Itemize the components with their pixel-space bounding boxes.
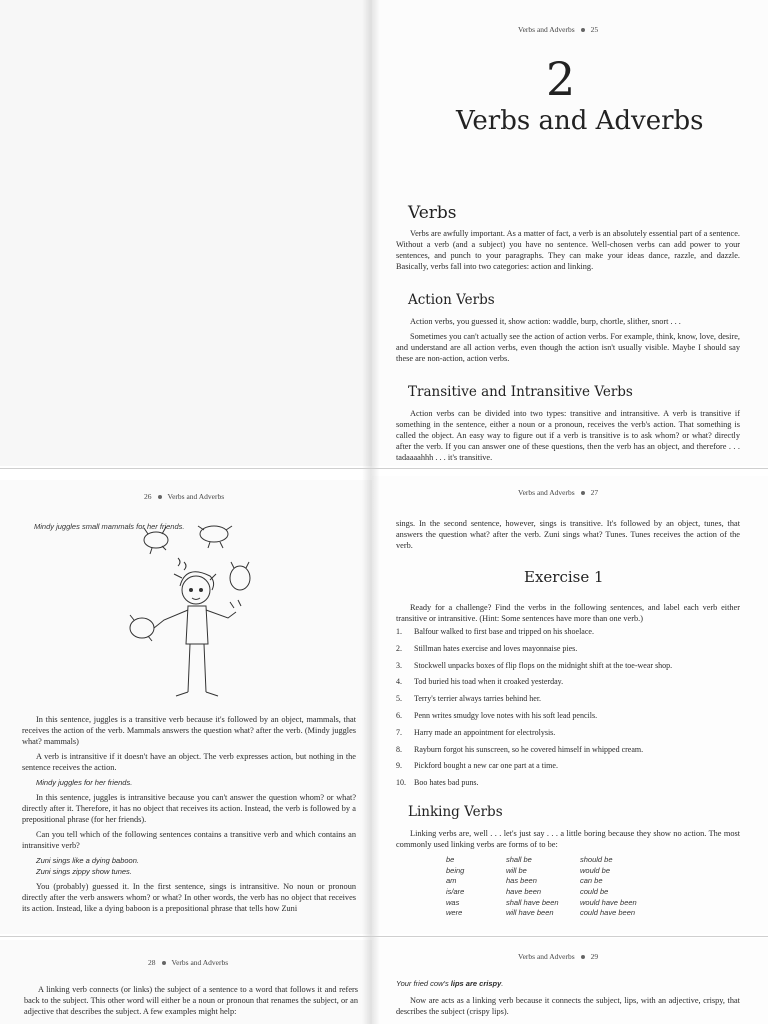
table-row (446, 866, 637, 877)
list-item (396, 627, 736, 644)
running-header (518, 25, 598, 34)
list-item (396, 778, 736, 795)
table-row (446, 908, 637, 919)
running-header (148, 958, 228, 967)
header-title: Verbs and Adverbs (518, 952, 575, 961)
header-bullet-icon (581, 28, 585, 32)
exercise-title: Exercise 1 (524, 568, 604, 586)
header-title: Verbs and Adverbs (167, 492, 225, 501)
item-number: 4. (396, 677, 402, 687)
chapter-number: 2 (546, 52, 576, 106)
paragraph: Action verbs, you guessed it, show action: waddle, burp, chortle, slither, snort . . . (410, 317, 681, 326)
page-number: 28 (148, 958, 156, 967)
page27-continuation (396, 518, 740, 555)
list-item (396, 677, 736, 694)
page-divider (0, 468, 768, 469)
page26-text (22, 714, 356, 918)
table-cell: is/are (446, 887, 465, 897)
page-number: 26 (144, 492, 152, 501)
page-number: 27 (590, 488, 599, 497)
paragraph: In this sentence, juggles is intransitive because you can't answer the question whom? or what? directly after it. Therefore, it has no object that receives its action. Instead, the verb is followed by a prepositional phrase (for her friends). (22, 793, 356, 824)
chapter-title: Verbs and Adverbs (456, 106, 704, 136)
table-cell: shall be (506, 855, 532, 864)
page-number: 29 (590, 952, 599, 961)
header-bullet-icon (581, 955, 585, 959)
page-divider (0, 936, 768, 937)
item-text: Stockwell unpacks boxes of flip flops on the midnight shift at the toe-wear shop. (414, 660, 673, 670)
table-cell: be (446, 855, 455, 864)
table-cell: were (446, 908, 463, 918)
header-title: Verbs and Adverbs (171, 958, 229, 967)
running-header (518, 952, 598, 961)
table-cell: am (446, 876, 457, 886)
item-text: Rayburn forgot his sunscreen, so he covered himself in whipped cream. (414, 744, 644, 754)
paragraph: Linking verbs are, well . . . let's just say . . . a little boring because they show no action. The most commonly used linking verbs are forms of to be: (396, 829, 740, 849)
table-cell: shall have been (506, 897, 559, 907)
illustration-caption: Mindy juggles small mammals for her friends. (34, 522, 185, 531)
page-24-blank (0, 0, 372, 466)
item-text: Boo hates bad puns. (414, 778, 479, 788)
exercise-list (396, 627, 736, 795)
list-item (396, 661, 736, 678)
page-25 (372, 0, 768, 466)
table-cell: could have been (580, 908, 636, 918)
item-number: 7. (396, 727, 402, 737)
page-26 (0, 480, 372, 934)
item-text: Terry's terrier always tarries behind her. (414, 694, 542, 704)
item-text: Balfour walked to first base and tripped on his shoelace. (414, 627, 594, 636)
page-29 (372, 938, 768, 1024)
paragraph: sings. In the second sentence, however, sings is transitive. It's followed by an object, tunes, that answers the question what? after the verb. Zuni sings what? Tunes. Tunes receives the action of the verb. (396, 519, 740, 550)
example-sentence: Zuni sings like a dying baboon. (36, 856, 139, 865)
table-cell: could be (580, 887, 609, 897)
header-bullet-icon (158, 495, 162, 499)
item-number: 8. (396, 744, 402, 754)
paragraph: Ready for a challenge? Find the verbs in the following sentences, and label each verb either transitive or intransitive. (Hint: Some sentences have more than one verb.) (396, 603, 740, 623)
header-title: Verbs and Adverbs (518, 488, 575, 497)
paragraph: A verb is intransitive if it doesn't have an object. The verb expresses action, but nothing in the sentence receives the action. (22, 752, 356, 772)
table-row (446, 898, 637, 909)
page-28 (0, 940, 372, 1024)
item-number: 10. (396, 778, 406, 788)
section-heading-action-verbs: Action Verbs (408, 292, 495, 308)
table-cell: will be (506, 865, 527, 875)
item-number: 9. (396, 761, 402, 771)
item-number: 3. (396, 660, 402, 670)
item-number: 2. (396, 643, 402, 653)
table-cell: can be (580, 876, 603, 886)
section-heading-verbs: Verbs (408, 203, 457, 223)
table-cell: was (446, 897, 460, 907)
list-item (396, 728, 736, 745)
section-heading-linking-verbs: Linking Verbs (408, 804, 503, 820)
example-sentence: Zuni sings zippy show tunes. (36, 867, 132, 876)
paragraph: Verbs are awfully important. As a matter of fact, a verb is an absolutely essential part of a sentence. Without a verb (and a subject) you have no sentence. Well-chosen verbs can add power to your sentences, and punch to your paragraphs. They can make your ideas dance, razzle, and dazzle. Basically, verbs fall into two categories: action and linking. (396, 229, 740, 271)
table-cell: being (446, 865, 465, 875)
page28-text (24, 984, 358, 1021)
example-text: . (501, 979, 504, 988)
linking-verbs-table (446, 855, 637, 919)
list-item (396, 644, 736, 661)
example-emphasis: lips are crispy (450, 979, 502, 988)
item-text: Stillman hates exercise and loves mayonnaise pies. (414, 643, 578, 653)
paragraph: Action verbs can be divided into two types: transitive and intransitive. A verb is transitive if something in the sentence, either a noun or a pronoun, receives the verb's action. That something is called the object. An easy way to figure out if a verb is transitive is to ask whom? or what? directly after the verb. If you can answer one of these questions, then the verb has an object, and therefore . . . tadaaaahhh . . . it's transitive. (396, 409, 740, 462)
action-verbs-text (396, 316, 740, 368)
list-item (396, 761, 736, 778)
list-item (396, 694, 736, 711)
running-header (144, 492, 224, 501)
table-cell: have been (506, 887, 542, 897)
example-text: Your fried cow's (396, 979, 451, 988)
table-row (446, 876, 637, 887)
page-number: 25 (590, 25, 599, 34)
item-number: 5. (396, 694, 402, 704)
exercise-intro (396, 602, 740, 628)
paragraph: You (probably) guessed it. In the first sentence, sings is intransitive. No noun or pronoun directly after the verb answers whom? or what? In other words, the verb has no object that receives its action. Instead, like a dying baboon is a prepositional phrase that tells how Zuni (22, 882, 356, 913)
paragraph: Can you tell which of the following sentences contains a transitive verb and which contains an intransitive verb? (22, 830, 356, 850)
item-number: 1. (396, 627, 402, 636)
table-cell: should be (580, 855, 613, 864)
scan-gutter-shadow (362, 0, 380, 1024)
item-text: Pickford bought a new car one part at a time. (414, 761, 558, 771)
table-cell: would have been (580, 897, 637, 907)
list-item (396, 745, 736, 762)
header-bullet-icon (162, 961, 166, 965)
transitive-text (396, 408, 740, 466)
paragraph: Sometimes you can't actually see the action of action verbs. For example, think, know, love, desire, and understand are all action verbs, even though the action isn't usually visible. Maybe I should say these are non-action, action verbs. (396, 332, 740, 363)
verbs-paragraph (396, 228, 740, 276)
example-sentence: Mindy juggles for her friends. (36, 778, 133, 787)
item-number: 6. (396, 710, 402, 720)
table-row (446, 855, 637, 866)
linking-intro (396, 828, 740, 854)
paragraph: A linking verb connects (or links) the subject of a sentence to a word that follows it and refers back to the subject. This other word will either be a noun or pronoun that renames the subject, or an adjective that describes the subject. A few examples might help: (24, 985, 358, 1016)
list-item (396, 711, 736, 728)
table-row (446, 887, 637, 898)
item-text: Tod buried his toad when it croaked yesterday. (414, 677, 564, 687)
paragraph: Now are acts as a linking verb because it connects the subject, lips, with an adjective, crispy, that describes the subject (crispy lips). (396, 996, 740, 1016)
running-header (518, 488, 598, 497)
juggling-girl-illustration (118, 518, 268, 708)
table-cell: will have been (506, 908, 554, 918)
table-cell: would be (580, 865, 611, 875)
section-heading-transitive: Transitive and Intransitive Verbs (408, 384, 633, 400)
example-sentence (396, 978, 740, 989)
paragraph: In this sentence, juggles is a transitive verb because it's followed by an object, mammals, that receives the action of the verb. Mammals answers the question what? after the verb. (Mindy juggles what? mammals) (22, 715, 356, 746)
header-bullet-icon (581, 491, 585, 495)
item-text: Harry made an appointment for electrolysis. (414, 727, 556, 737)
header-title: Verbs and Adverbs (518, 25, 575, 34)
item-text: Penn writes smudgy love notes with his soft lead pencils. (414, 710, 598, 720)
page29-text (396, 978, 740, 1021)
page-27 (372, 476, 768, 934)
table-cell: has been (506, 876, 537, 886)
